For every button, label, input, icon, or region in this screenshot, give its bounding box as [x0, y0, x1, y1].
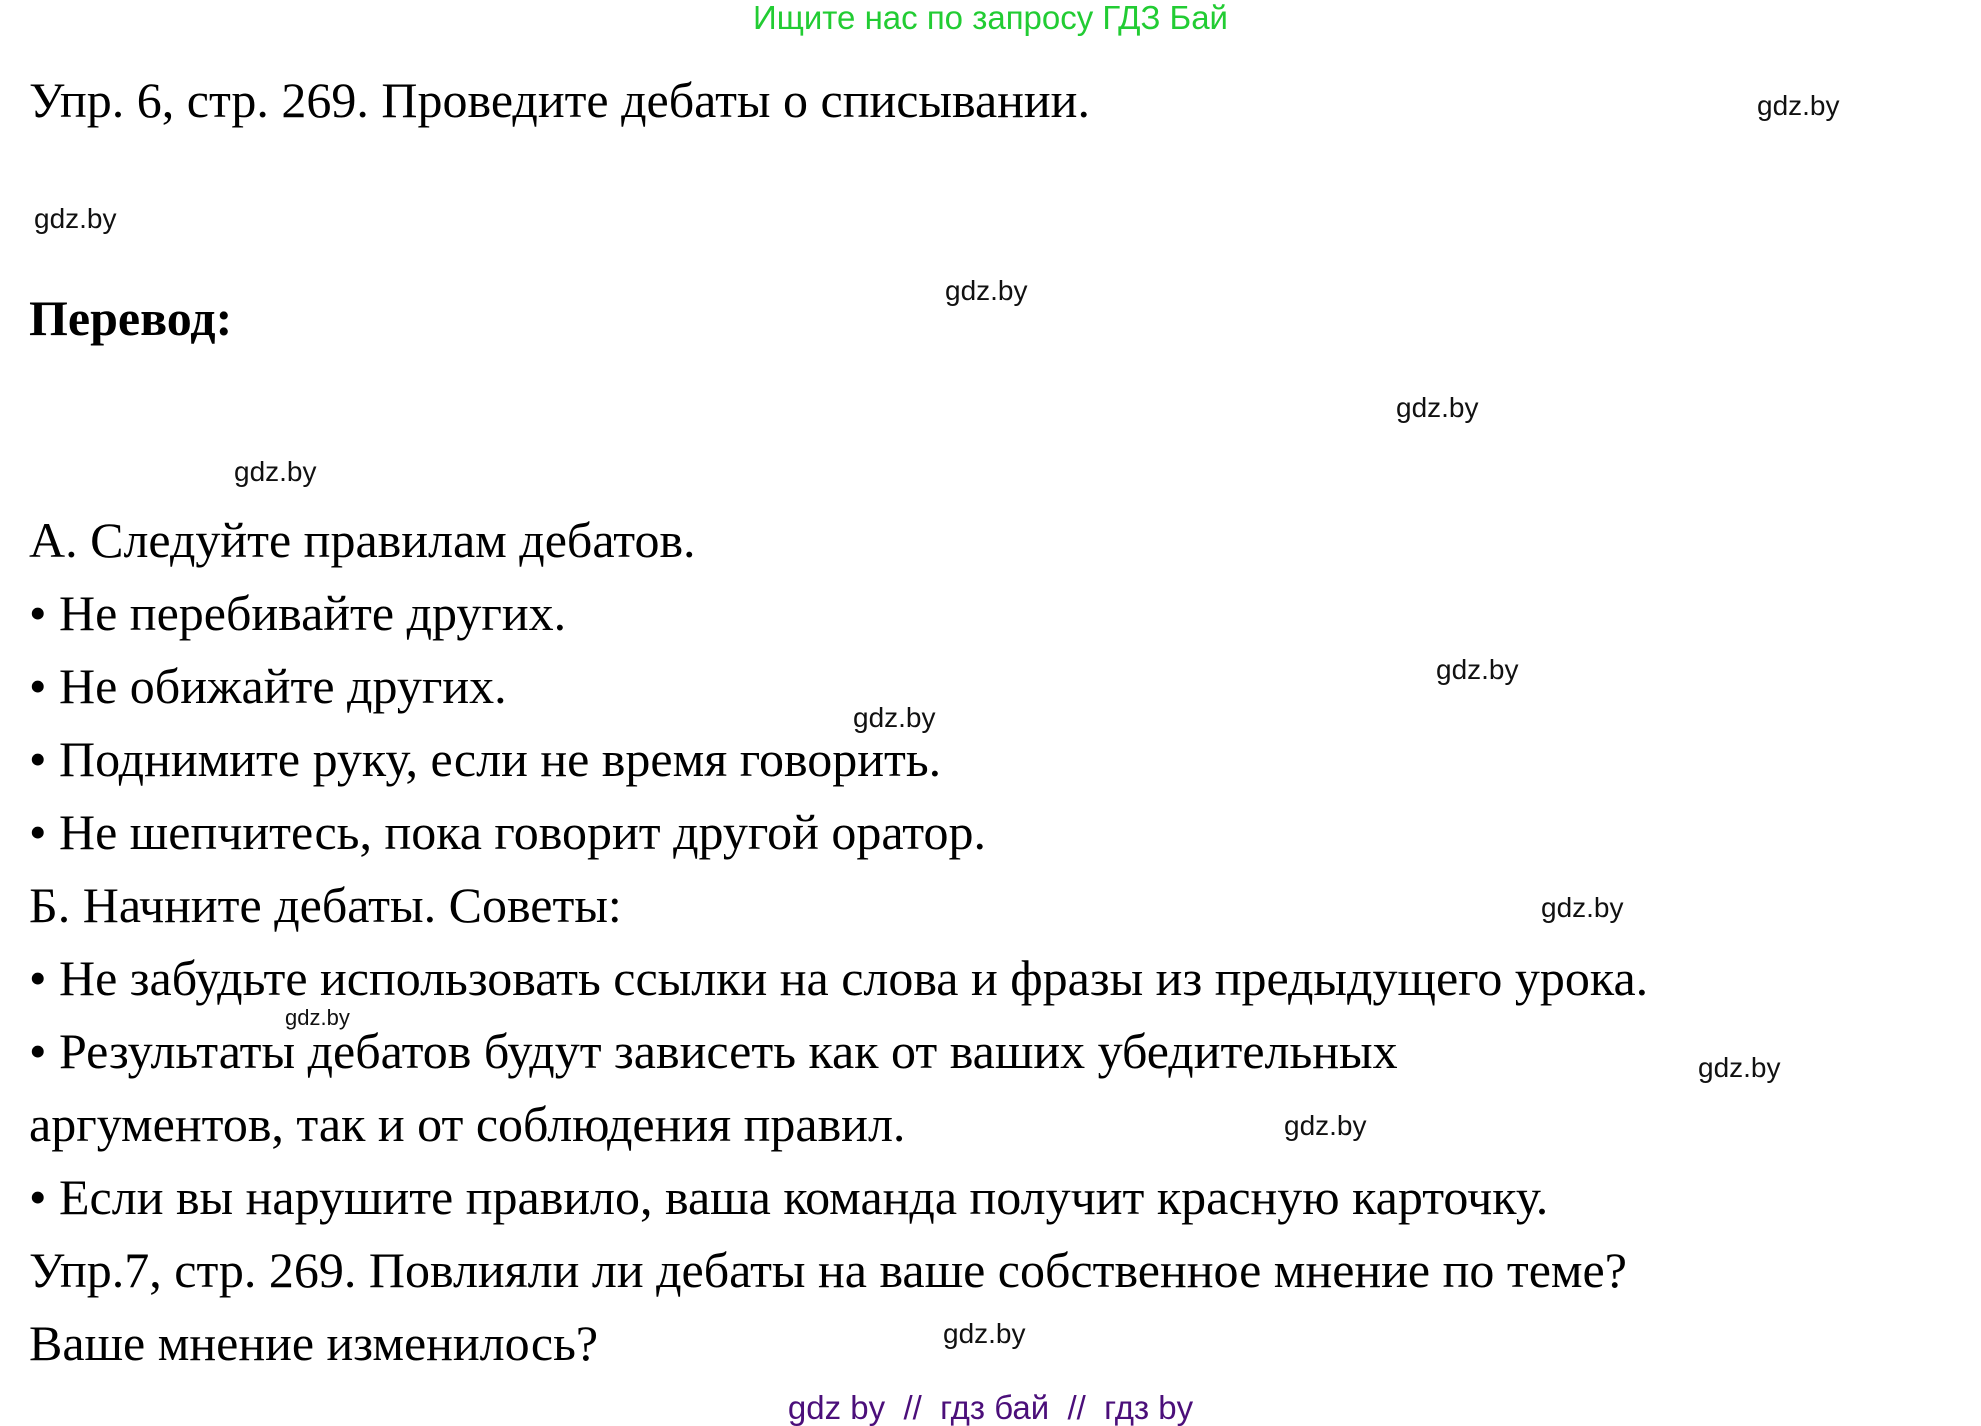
watermark: gdz.by: [285, 1005, 350, 1030]
watermark: gdz.by: [943, 1318, 1026, 1349]
watermark: gdz.by: [1757, 90, 1840, 121]
watermark: gdz.by: [1541, 892, 1624, 923]
watermark: gdz.by: [853, 702, 936, 733]
rule-item: • Не шепчитесь, пока говорит другой оратор.: [29, 804, 986, 860]
exercise-6-heading: Упр. 6, стр. 269. Проведите дебаты о списывании.: [29, 72, 1090, 128]
tip-item: • Если вы нарушите правило, ваша команда получит красную карточку.: [29, 1169, 1549, 1225]
watermark: gdz.by: [1698, 1052, 1781, 1083]
rule-item: • Поднимите руку, если не время говорить.: [29, 731, 942, 787]
tip-item: • Результаты дебатов будут зависеть как от ваших убедительных: [29, 1023, 1398, 1079]
top-banner-search-hint: Ищите нас по запросу ГДЗ Бай: [753, 0, 1228, 36]
section-b-title: Б. Начните дебаты. Советы:: [29, 877, 622, 933]
watermark: gdz.by: [1396, 392, 1479, 423]
section-a-title: А. Следуйте правилам дебатов.: [29, 512, 696, 568]
watermark: gdz.by: [34, 203, 117, 234]
rule-item: • Не обижайте других.: [29, 658, 507, 714]
exercise-7-question: Упр.7, стр. 269. Повлияли ли дебаты на ваше собственное мнение по теме?: [29, 1242, 1627, 1298]
tip-item-continuation: аргументов, так и от соблюдения правил.: [29, 1096, 906, 1152]
rule-item: • Не перебивайте других.: [29, 585, 567, 641]
translation-title: Перевод:: [29, 290, 233, 346]
tip-item: • Не забудьте использовать ссылки на слова и фразы из предыдущего урока.: [29, 950, 1649, 1006]
exercise-7-question-continuation: Ваше мнение изменилось?: [29, 1315, 599, 1371]
watermark: gdz.by: [234, 456, 317, 487]
watermark: gdz.by: [1436, 654, 1519, 685]
watermark: gdz.by: [945, 275, 1028, 306]
watermark: gdz.by: [1284, 1110, 1367, 1141]
footer-brand-links: gdz by // гдз бай // гдз by: [787, 1389, 1194, 1426]
